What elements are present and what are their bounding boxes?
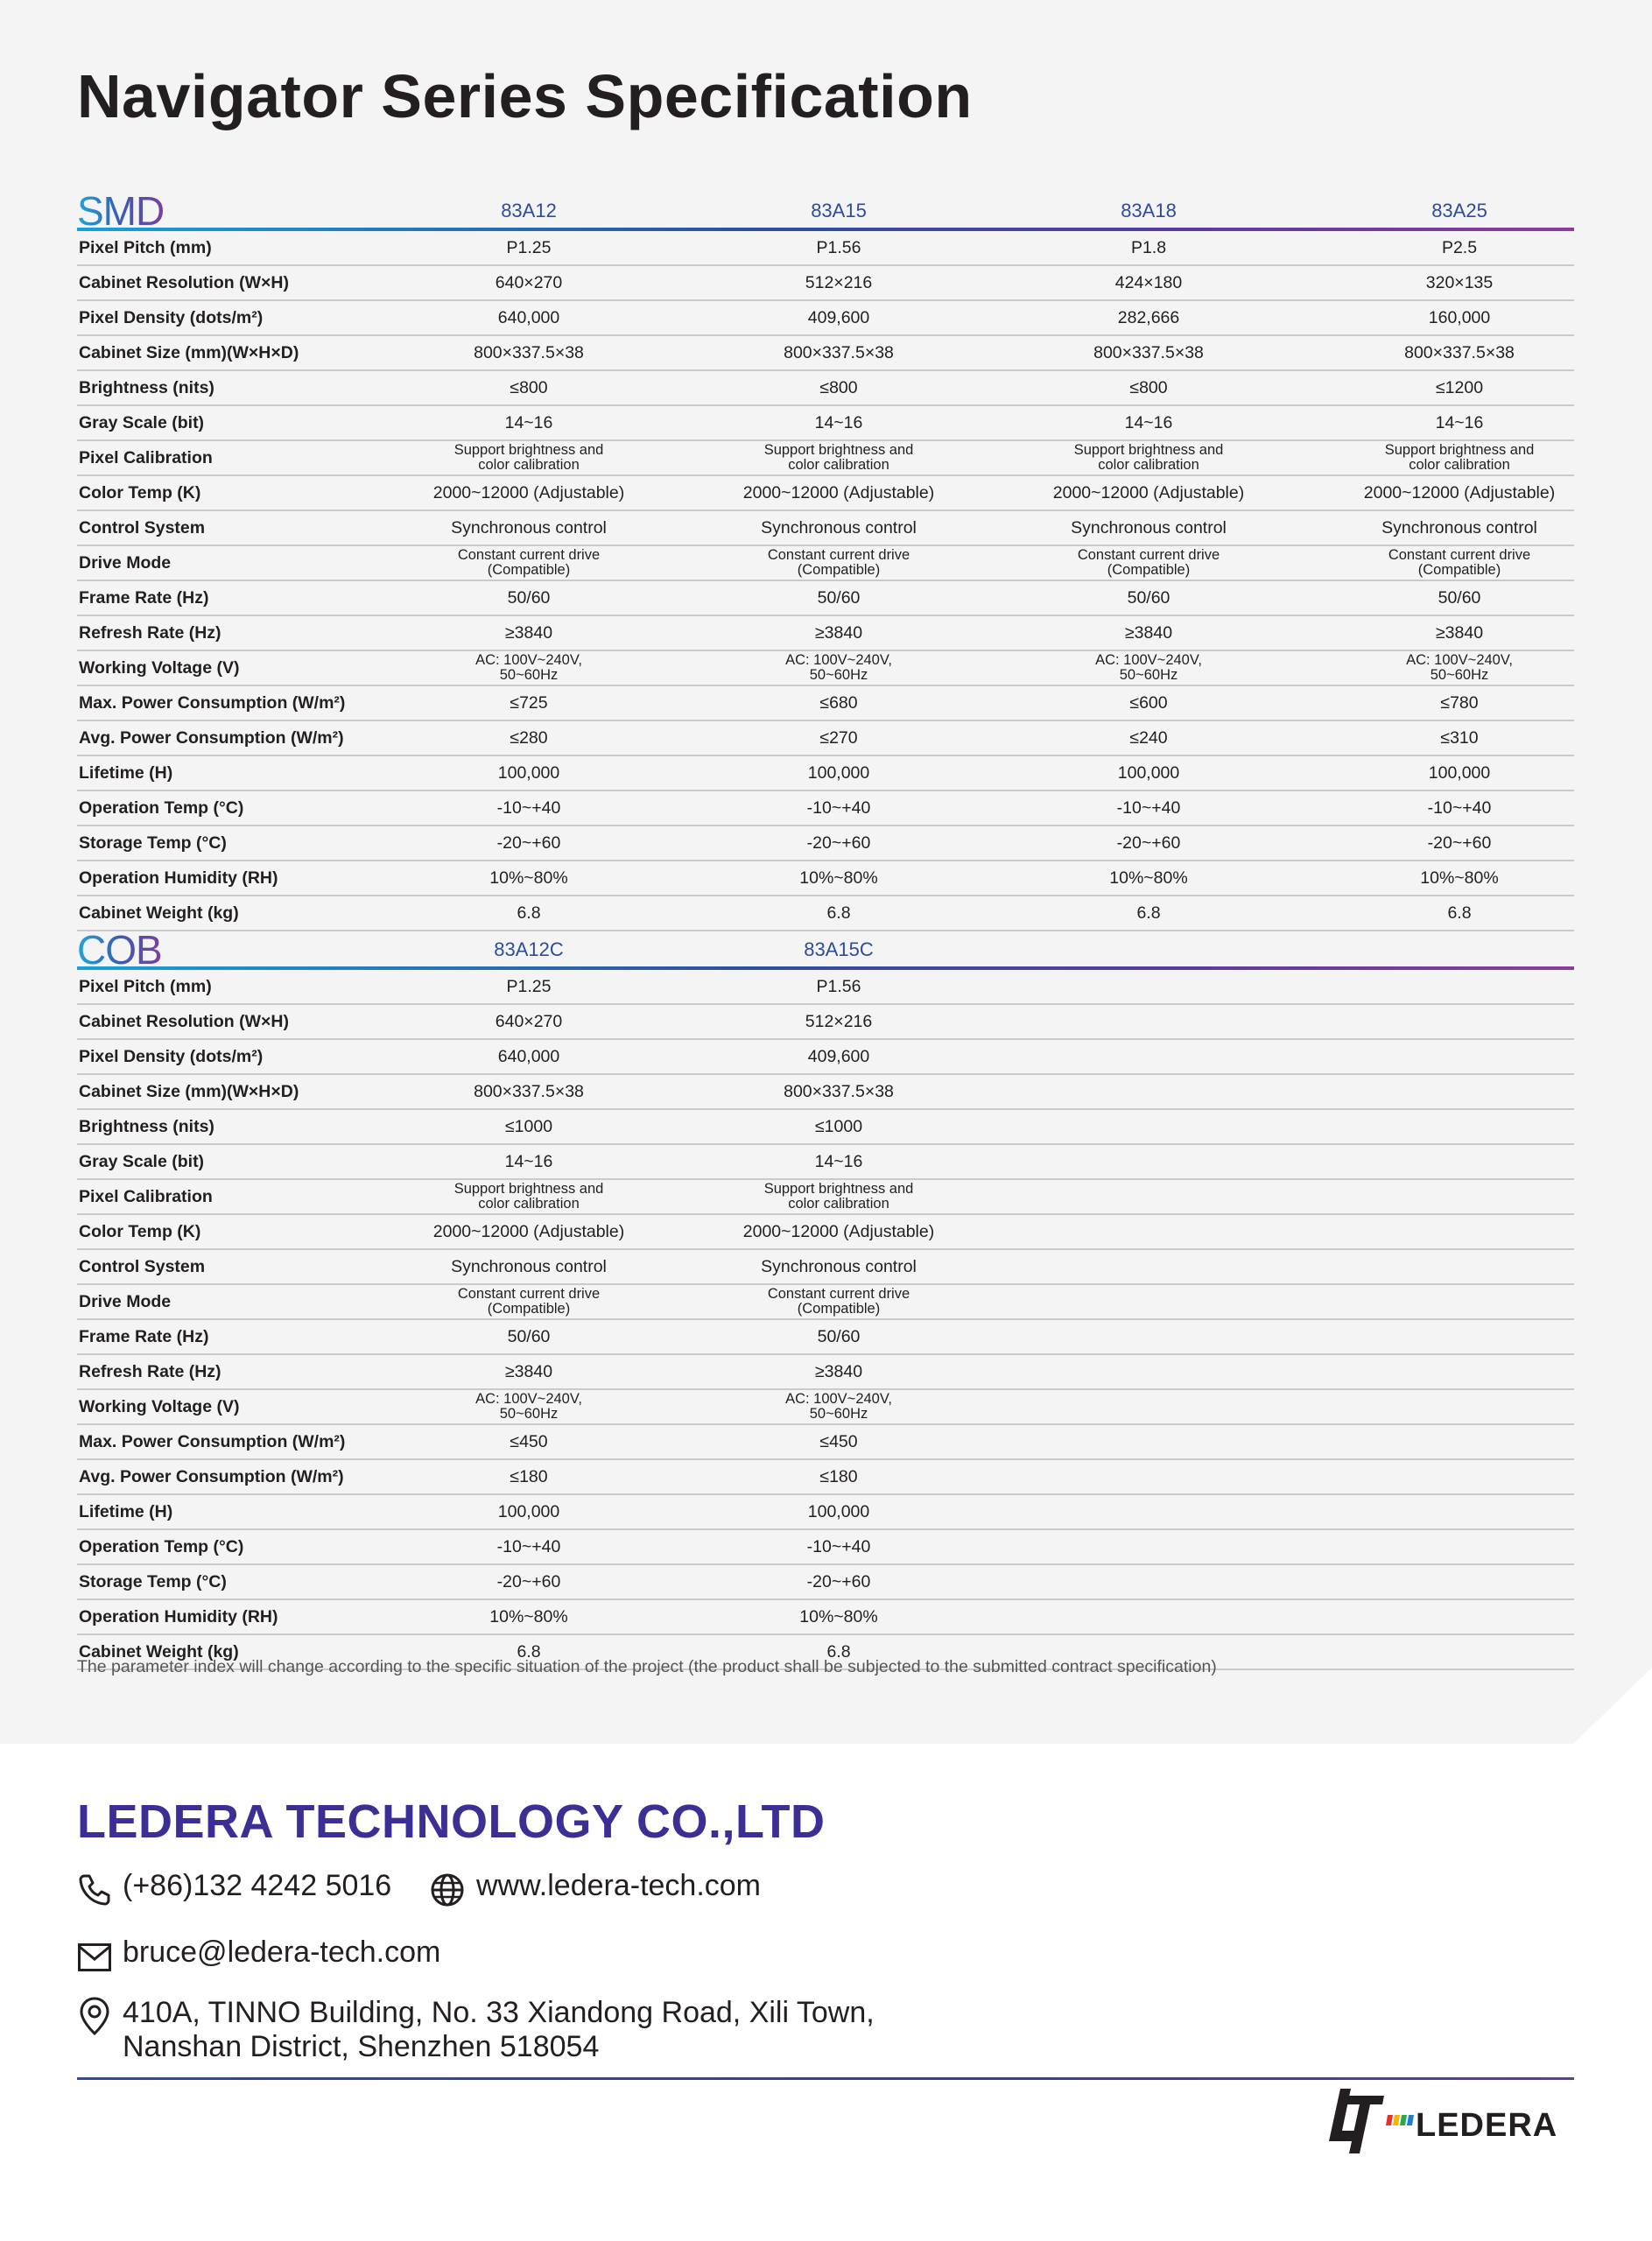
spec-row-label: Cabinet Size (mm)(W×H×D) xyxy=(79,1082,299,1101)
spec-value: ≤1000 xyxy=(814,1116,863,1136)
spec-value: 100,000 xyxy=(1428,762,1491,783)
spec-value: 2000~12000 (Adjustable) xyxy=(742,1221,935,1241)
spec-row-label: Operation Humidity (RH) xyxy=(79,868,278,888)
spec-value: 100,000 xyxy=(497,1501,560,1521)
spec-row xyxy=(77,336,1574,371)
spec-value: Synchronous control xyxy=(1071,517,1227,537)
spec-value: 800×337.5×38 xyxy=(1404,342,1515,362)
spec-value: ≤800 xyxy=(819,377,858,397)
spec-value: 14~16 xyxy=(1435,412,1484,432)
spec-row-label: Lifetime (H) xyxy=(79,763,173,783)
location-pin-icon xyxy=(79,1996,110,2036)
spec-value: Support brightness and color calibration xyxy=(1384,442,1535,473)
spec-row-label: Brightness (nits) xyxy=(79,1117,214,1136)
spec-row xyxy=(77,1600,1574,1635)
spec-value: 6.8 xyxy=(1136,903,1161,923)
spec-value: ≤800 xyxy=(1129,377,1168,397)
logo-wordmark: LEDERA xyxy=(1416,2107,1558,2144)
spec-row-label: Operation Temp (°C) xyxy=(79,1537,244,1556)
spec-value: 640,000 xyxy=(497,1046,560,1066)
spec-value: P1.56 xyxy=(816,237,861,257)
spec-row xyxy=(77,651,1574,686)
spec-row-label: Brightness (nits) xyxy=(79,378,214,397)
spec-value: 14~16 xyxy=(814,412,863,432)
spec-row-label: Frame Rate (Hz) xyxy=(79,588,209,608)
spec-row-label: Cabinet Resolution (W×H) xyxy=(79,1012,289,1031)
spec-value: 10%~80% xyxy=(1420,868,1499,888)
cob-spec-table xyxy=(77,921,1574,1670)
page-title: Navigator Series Specification xyxy=(77,62,973,130)
spec-row xyxy=(77,1565,1574,1600)
lt-logo-icon xyxy=(1329,2089,1414,2153)
spec-row xyxy=(77,1180,1574,1215)
model-heading: 83A15C xyxy=(804,938,874,960)
spec-value: AC: 100V~240V, 50~60Hz xyxy=(475,652,582,683)
spec-value: AC: 100V~240V, 50~60Hz xyxy=(1095,652,1202,683)
spec-row-label: Cabinet Weight (kg) xyxy=(79,903,239,923)
spec-value: 2000~12000 (Adjustable) xyxy=(1363,482,1556,502)
spec-value: Constant current drive (Compatible) xyxy=(457,1286,601,1317)
spec-value: P1.56 xyxy=(816,976,861,996)
spec-row-label: Operation Temp (°C) xyxy=(79,798,244,818)
footer-divider xyxy=(77,2077,1574,2080)
spec-row-label: Operation Humidity (RH) xyxy=(79,1607,278,1626)
mail-icon xyxy=(77,1942,112,1972)
spec-row xyxy=(77,756,1574,791)
spec-value: AC: 100V~240V, 50~60Hz xyxy=(785,1391,892,1422)
spec-value: ≤310 xyxy=(1440,727,1479,748)
spec-row xyxy=(77,1110,1574,1145)
disclaimer-note: The parameter index will change according to the specific situation of the project (the product shall be subjected to the submitted contract specification) xyxy=(77,1657,1217,1676)
spec-row-label: Working Voltage (V) xyxy=(79,658,240,678)
spec-row xyxy=(77,1005,1574,1040)
spec-value: 6.8 xyxy=(826,903,851,923)
spec-value: 50/60 xyxy=(1127,587,1170,608)
spec-value: 6.8 xyxy=(517,903,541,923)
spec-row xyxy=(77,1215,1574,1250)
spec-row-label: Refresh Rate (Hz) xyxy=(79,1362,221,1381)
spec-value: ≤780 xyxy=(1440,692,1479,713)
spec-row-label: Avg. Power Consumption (W/m²) xyxy=(79,1467,344,1486)
website-link: www.ledera-tech.com xyxy=(476,1869,762,1902)
spec-value: ≥3840 xyxy=(504,622,553,643)
spec-row-label: Drive Mode xyxy=(79,553,172,573)
spec-value: 640×270 xyxy=(495,1011,563,1031)
spec-value: 6.8 xyxy=(1447,903,1472,923)
spec-row-label: Drive Mode xyxy=(79,1292,172,1311)
spec-value: -10~+40 xyxy=(496,1536,561,1556)
spec-value: -20~+60 xyxy=(1427,832,1492,853)
spec-value: 10%~80% xyxy=(489,868,568,888)
ledera-logo xyxy=(1326,2085,1580,2155)
spec-row-label: Avg. Power Consumption (W/m²) xyxy=(79,728,344,748)
spec-value: ≤280 xyxy=(510,727,548,748)
spec-value: 640,000 xyxy=(497,307,560,327)
spec-value: 2000~12000 (Adjustable) xyxy=(1052,482,1245,502)
spec-row-label: Gray Scale (bit) xyxy=(79,1152,205,1171)
spec-row xyxy=(77,1425,1574,1460)
spec-row-label: Color Temp (K) xyxy=(79,483,201,502)
spec-value: 100,000 xyxy=(497,762,560,783)
spec-value: ≤1200 xyxy=(1435,377,1484,397)
spec-row xyxy=(77,476,1574,511)
spec-value: 2000~12000 (Adjustable) xyxy=(432,482,625,502)
spec-value: 10%~80% xyxy=(799,868,878,888)
spec-row-label: Storage Temp (°C) xyxy=(79,1572,227,1591)
spec-value: Constant current drive (Compatible) xyxy=(767,547,910,578)
spec-value: 10%~80% xyxy=(1109,868,1188,888)
spec-row-label: Control System xyxy=(79,1257,206,1276)
spec-value: 2000~12000 (Adjustable) xyxy=(432,1221,625,1241)
spec-row-label: Color Temp (K) xyxy=(79,1222,201,1241)
spec-value: -20~+60 xyxy=(806,1571,871,1591)
spec-value: 424×180 xyxy=(1114,272,1183,292)
spec-row-label: Refresh Rate (Hz) xyxy=(79,623,221,643)
spec-value: 14~16 xyxy=(814,1151,863,1171)
spec-row xyxy=(77,1040,1574,1075)
spec-row xyxy=(77,791,1574,826)
spec-value: 10%~80% xyxy=(489,1606,568,1626)
model-heading: 83A12 xyxy=(501,200,557,221)
spec-row xyxy=(77,721,1574,756)
model-heading: 83A15 xyxy=(811,200,867,221)
spec-value: ≤725 xyxy=(510,692,548,713)
spec-value: -10~+40 xyxy=(806,1536,871,1556)
spec-value: ≥3840 xyxy=(1124,622,1173,643)
spec-value: 50/60 xyxy=(1438,587,1481,608)
model-heading: 83A18 xyxy=(1121,200,1177,221)
spec-row-label: Storage Temp (°C) xyxy=(79,833,227,853)
spec-row xyxy=(77,1250,1574,1285)
spec-value: Synchronous control xyxy=(451,517,607,537)
spec-row xyxy=(77,1320,1574,1355)
spec-value: Constant current drive (Compatible) xyxy=(1388,547,1531,578)
spec-value: Constant current drive (Compatible) xyxy=(767,1286,910,1317)
spec-row xyxy=(77,581,1574,616)
spec-value: 100,000 xyxy=(807,1501,870,1521)
spec-value: 160,000 xyxy=(1428,307,1491,327)
spec-value: 50/60 xyxy=(507,1326,551,1346)
model-heading: 83A25 xyxy=(1431,200,1487,221)
spec-value: P1.25 xyxy=(506,237,552,257)
spec-value: 50/60 xyxy=(507,587,551,608)
spec-value: -10~+40 xyxy=(806,797,871,818)
spec-value: 800×337.5×38 xyxy=(474,342,584,362)
spec-row xyxy=(77,1075,1574,1110)
spec-row-label: Max. Power Consumption (W/m²) xyxy=(79,1432,346,1451)
spec-value: 50/60 xyxy=(817,1326,861,1346)
spec-value: 800×337.5×38 xyxy=(784,342,894,362)
spec-row xyxy=(77,1390,1574,1425)
spec-value: 100,000 xyxy=(1117,762,1180,783)
spec-row-label: Max. Power Consumption (W/m²) xyxy=(79,693,346,713)
spec-row xyxy=(77,441,1574,476)
spec-value: 409,600 xyxy=(807,1046,870,1066)
spec-row xyxy=(77,1145,1574,1180)
spec-value: ≤800 xyxy=(510,377,548,397)
spec-row-label: Pixel Calibration xyxy=(79,448,213,467)
address-contact xyxy=(77,1996,875,2064)
spec-value: ≤450 xyxy=(819,1431,858,1451)
spec-row xyxy=(77,266,1574,301)
spec-value: 14~16 xyxy=(1124,412,1173,432)
spec-row-label: Lifetime (H) xyxy=(79,1502,173,1521)
spec-value: ≤680 xyxy=(819,692,858,713)
spec-value: Synchronous control xyxy=(451,1256,607,1276)
spec-row-label: Control System xyxy=(79,518,206,537)
spec-value: 100,000 xyxy=(807,762,870,783)
spec-value: P2.5 xyxy=(1441,237,1478,257)
email-contact[interactable] xyxy=(77,1935,440,1970)
spec-row xyxy=(77,301,1574,336)
spec-value: P1.25 xyxy=(506,976,552,996)
spec-value: 10%~80% xyxy=(799,1606,878,1626)
spec-row xyxy=(77,406,1574,441)
spec-value: Support brightness and color calibration xyxy=(453,442,604,473)
spec-value: ≤600 xyxy=(1129,692,1168,713)
spec-value: ≥3840 xyxy=(814,622,863,643)
spec-value: ≤270 xyxy=(819,727,858,748)
spec-value: 14~16 xyxy=(504,412,553,432)
spec-value: 800×337.5×38 xyxy=(474,1081,584,1101)
spec-value: ≤1000 xyxy=(504,1116,553,1136)
spec-value: ≤240 xyxy=(1129,727,1168,748)
spec-row xyxy=(77,1460,1574,1495)
spec-row xyxy=(77,546,1574,581)
spec-row-label: Pixel Pitch (mm) xyxy=(79,977,212,996)
spec-value: 2000~12000 (Adjustable) xyxy=(742,482,935,502)
spec-value: -20~+60 xyxy=(1116,832,1181,853)
spec-row-label: Cabinet Weight (kg) xyxy=(79,1642,239,1661)
model-heading: 83A12C xyxy=(494,938,564,960)
spec-value: Constant current drive (Compatible) xyxy=(457,547,601,578)
spec-value: -10~+40 xyxy=(496,797,561,818)
spec-value: 6.8 xyxy=(517,1641,541,1661)
spec-value: Synchronous control xyxy=(761,1256,917,1276)
spec-value: P1.8 xyxy=(1130,237,1167,257)
spec-value: 512×216 xyxy=(805,1011,873,1031)
spec-value: -20~+60 xyxy=(496,832,561,853)
globe-icon xyxy=(429,1872,466,1908)
company-name: LEDERA TECHNOLOGY CO.,LTD xyxy=(77,1795,826,1848)
spec-value: ≤450 xyxy=(510,1431,548,1451)
spec-value: ≥3840 xyxy=(504,1361,553,1381)
spec-value: 640×270 xyxy=(495,272,563,292)
spec-value: ≤180 xyxy=(510,1466,548,1486)
email-address: bruce@ledera-tech.com xyxy=(123,1935,441,1969)
spec-row xyxy=(77,1285,1574,1320)
smd-rows xyxy=(77,231,1574,931)
spec-value: ≤180 xyxy=(819,1466,858,1486)
spec-row xyxy=(77,826,1574,861)
spec-value: Constant current drive (Compatible) xyxy=(1077,547,1220,578)
address-line-1: 410A, TINNO Building, No. 33 Xiandong Road, Xili Town, xyxy=(123,1996,875,2029)
cob-section-label: COB xyxy=(77,927,162,973)
spec-value: AC: 100V~240V, 50~60Hz xyxy=(1406,652,1513,683)
spec-value: 800×337.5×38 xyxy=(784,1081,894,1101)
spec-value: AC: 100V~240V, 50~60Hz xyxy=(785,652,892,683)
spec-row-label: Pixel Pitch (mm) xyxy=(79,238,212,257)
smd-table-header xyxy=(77,182,1574,234)
spec-row-label: Pixel Density (dots/m²) xyxy=(79,308,264,327)
website-contact[interactable] xyxy=(429,1869,761,1903)
spec-value: 800×337.5×38 xyxy=(1093,342,1204,362)
spec-row xyxy=(77,861,1574,896)
spec-value: 50/60 xyxy=(817,587,861,608)
spec-row-label: Cabinet Resolution (W×H) xyxy=(79,273,289,292)
spec-value: AC: 100V~240V, 50~60Hz xyxy=(475,1391,582,1422)
spec-value: ≥3840 xyxy=(1435,622,1484,643)
spec-value: Support brightness and color calibration xyxy=(763,442,914,473)
spec-value: -20~+60 xyxy=(496,1571,561,1591)
cob-table-header xyxy=(77,921,1574,973)
spec-row-label: Working Voltage (V) xyxy=(79,1397,240,1416)
spec-value: 320×135 xyxy=(1425,272,1494,292)
phone-number: (+86)132 4242 5016 xyxy=(123,1869,392,1902)
spec-row-label: Cabinet Size (mm)(W×H×D) xyxy=(79,343,299,362)
smd-spec-table xyxy=(77,182,1574,931)
spec-row xyxy=(77,231,1574,266)
spec-row xyxy=(77,616,1574,651)
spec-row-label: Pixel Density (dots/m²) xyxy=(79,1047,264,1066)
spec-value: 6.8 xyxy=(826,1641,851,1661)
spec-value: 409,600 xyxy=(807,307,870,327)
spec-value: -20~+60 xyxy=(806,832,871,853)
spec-value: -10~+40 xyxy=(1116,797,1181,818)
address-line-2: Nanshan District, Shenzhen 518054 xyxy=(123,2030,600,2063)
spec-value: 512×216 xyxy=(805,272,873,292)
spec-value: 282,666 xyxy=(1117,307,1180,327)
spec-row-label: Gray Scale (bit) xyxy=(79,413,205,432)
spec-row xyxy=(77,686,1574,721)
cob-rows xyxy=(77,970,1574,1670)
spec-row xyxy=(77,511,1574,546)
spec-value: Support brightness and color calibration xyxy=(1073,442,1224,473)
spec-value: Support brightness and color calibration xyxy=(453,1181,604,1212)
spec-row xyxy=(77,1530,1574,1565)
spec-row xyxy=(77,1355,1574,1390)
spec-row xyxy=(77,1495,1574,1530)
spec-row-label: Pixel Calibration xyxy=(79,1187,213,1206)
spec-row xyxy=(77,371,1574,406)
smd-section-label: SMD xyxy=(77,188,165,234)
spec-row xyxy=(77,970,1574,1005)
spec-value: 14~16 xyxy=(504,1151,553,1171)
phone-contact[interactable] xyxy=(77,1869,391,1903)
spec-value: Support brightness and color calibration xyxy=(763,1181,914,1212)
spec-value: -10~+40 xyxy=(1427,797,1492,818)
phone-icon xyxy=(77,1872,112,1907)
spec-value: ≥3840 xyxy=(814,1361,863,1381)
spec-value: Synchronous control xyxy=(1381,517,1537,537)
spec-row-label: Frame Rate (Hz) xyxy=(79,1327,209,1346)
spec-value: Synchronous control xyxy=(761,517,917,537)
